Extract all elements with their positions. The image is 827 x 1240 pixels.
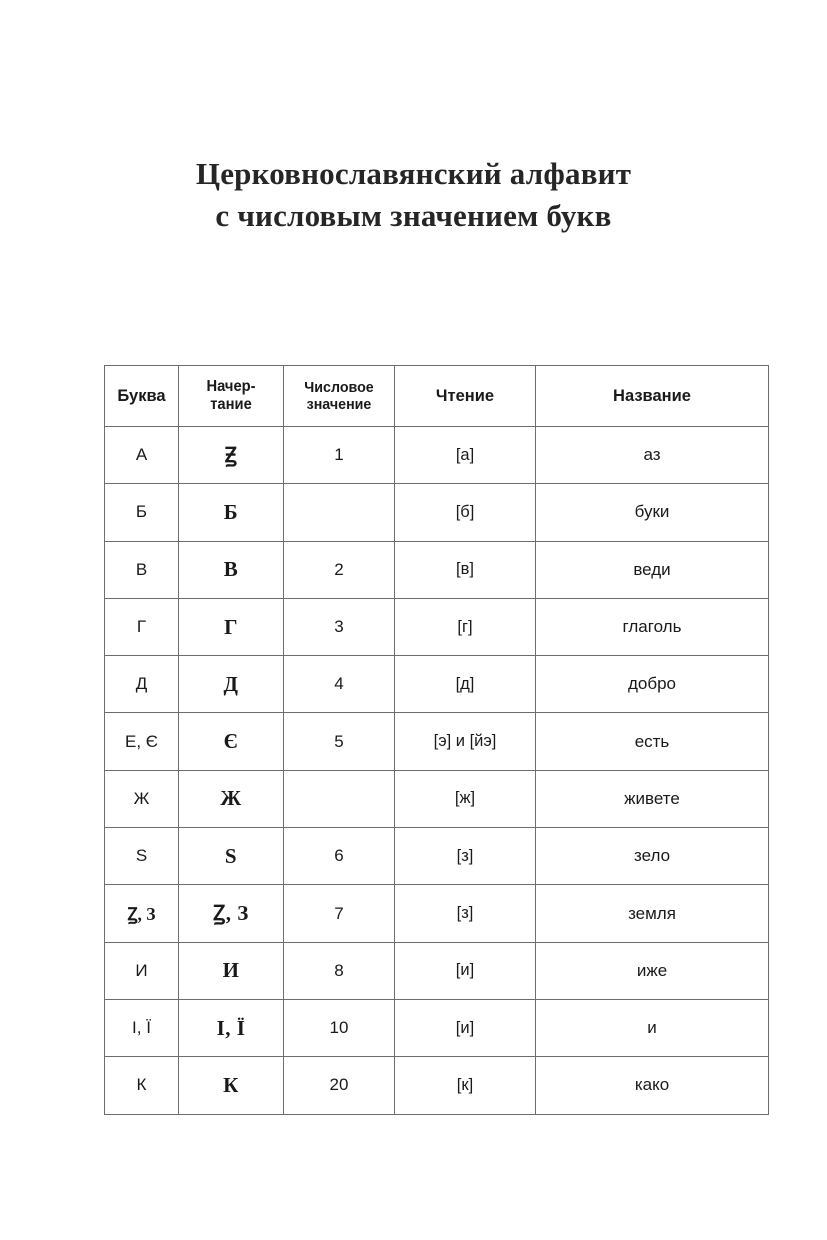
cell-name: како bbox=[536, 1057, 769, 1114]
cell-name: зело bbox=[536, 828, 769, 885]
cell-reading: [ж] bbox=[395, 770, 536, 827]
column-header-number-line-2: значение bbox=[306, 396, 372, 413]
column-header-name: Название bbox=[536, 366, 769, 427]
cell-glyph bbox=[179, 828, 284, 885]
cell-glyph bbox=[179, 1057, 284, 1114]
cell-name: буки bbox=[536, 484, 769, 541]
cell-reading: [г] bbox=[395, 598, 536, 655]
slavonic-glyph: Д bbox=[223, 671, 239, 696]
alphabet-table-container bbox=[104, 365, 768, 1115]
column-header-glyph-line-2: тание bbox=[210, 396, 252, 413]
cell-number bbox=[284, 770, 395, 827]
cell-name: иже bbox=[536, 942, 769, 999]
cell-glyph bbox=[179, 656, 284, 713]
cell-glyph bbox=[179, 598, 284, 655]
cell-number: 4 bbox=[284, 656, 395, 713]
alphabet-table bbox=[104, 365, 769, 1115]
cell-letter: В bbox=[105, 541, 179, 598]
cell-letter: Ж bbox=[105, 770, 179, 827]
cell-number: 2 bbox=[284, 541, 395, 598]
table-header-row bbox=[105, 366, 769, 427]
table-row bbox=[105, 885, 769, 942]
column-header-glyph-line-1: Начер- bbox=[206, 378, 256, 395]
table-row bbox=[105, 656, 769, 713]
cell-reading: [э] и [йэ] bbox=[395, 713, 536, 770]
cell-reading: [в] bbox=[395, 541, 536, 598]
cell-glyph bbox=[179, 999, 284, 1056]
cell-name: добро bbox=[536, 656, 769, 713]
cell-letter: Е, Є bbox=[105, 713, 179, 770]
cell-letter: Ѕ bbox=[105, 828, 179, 885]
cell-number: 3 bbox=[284, 598, 395, 655]
cell-letter: Ꙁ, З bbox=[105, 885, 179, 942]
table-row bbox=[105, 598, 769, 655]
cell-glyph bbox=[179, 427, 284, 484]
cell-name: живете bbox=[536, 770, 769, 827]
column-header-number-line-1: Числовое bbox=[304, 378, 374, 396]
table-row bbox=[105, 713, 769, 770]
cell-glyph bbox=[179, 541, 284, 598]
page-title-line-1: Церковнославянский алфавит bbox=[195, 156, 632, 191]
slavonic-glyph: В bbox=[223, 557, 239, 582]
slavonic-glyph: И bbox=[222, 958, 240, 983]
column-header-number bbox=[284, 366, 395, 427]
cell-reading: [к] bbox=[395, 1057, 536, 1114]
cell-name: аз bbox=[536, 427, 769, 484]
cell-reading: [и] bbox=[395, 999, 536, 1056]
cell-letter: А bbox=[105, 427, 179, 484]
slavonic-glyph: Г bbox=[224, 614, 238, 639]
slavonic-glyph: Ж bbox=[220, 786, 242, 811]
table-row bbox=[105, 541, 769, 598]
table-row bbox=[105, 770, 769, 827]
cell-reading: [з] bbox=[395, 828, 536, 885]
cell-reading: [а] bbox=[395, 427, 536, 484]
cell-number: 6 bbox=[284, 828, 395, 885]
cell-number: 10 bbox=[284, 999, 395, 1056]
cell-number: 8 bbox=[284, 942, 395, 999]
table-row bbox=[105, 999, 769, 1056]
table-row bbox=[105, 427, 769, 484]
table-row bbox=[105, 942, 769, 999]
cell-number: 1 bbox=[284, 427, 395, 484]
page-title-line-2: с числовым значением букв bbox=[215, 198, 612, 233]
cell-name: веди bbox=[536, 541, 769, 598]
cell-glyph bbox=[179, 885, 284, 942]
slavonic-glyph: І, Ї bbox=[216, 1015, 246, 1040]
slavonic-glyph: Ꙁ, З bbox=[213, 901, 249, 926]
cell-letter: К bbox=[105, 1057, 179, 1114]
cell-letter: И bbox=[105, 942, 179, 999]
cell-name: и bbox=[536, 999, 769, 1056]
cell-glyph bbox=[179, 484, 284, 541]
table-row bbox=[105, 484, 769, 541]
column-header-glyph bbox=[179, 366, 284, 427]
page-title bbox=[0, 153, 827, 237]
cell-glyph bbox=[179, 942, 284, 999]
cell-letter: Б bbox=[105, 484, 179, 541]
cell-letter: Д bbox=[105, 656, 179, 713]
cell-name: есть bbox=[536, 713, 769, 770]
slavonic-glyph: Ꙃ bbox=[224, 442, 238, 467]
cell-number: 7 bbox=[284, 885, 395, 942]
slavonic-glyph: Ѕ bbox=[224, 843, 238, 868]
slavonic-glyph: Б bbox=[223, 499, 239, 524]
table-body bbox=[105, 427, 769, 1115]
cell-letter: І, Ї bbox=[105, 999, 179, 1056]
cell-reading: [д] bbox=[395, 656, 536, 713]
table-header bbox=[105, 366, 769, 427]
cell-letter: Г bbox=[105, 598, 179, 655]
cell-reading: [б] bbox=[395, 484, 536, 541]
cell-glyph bbox=[179, 770, 284, 827]
column-header-letter: Буква bbox=[105, 366, 179, 427]
cell-name: земля bbox=[536, 885, 769, 942]
table-row bbox=[105, 1057, 769, 1114]
cell-number: 20 bbox=[284, 1057, 395, 1114]
slavonic-glyph: К bbox=[223, 1072, 239, 1097]
cell-reading: [и] bbox=[395, 942, 536, 999]
column-header-reading: Чтение bbox=[395, 366, 536, 427]
cell-number: 5 bbox=[284, 713, 395, 770]
cell-number bbox=[284, 484, 395, 541]
slavonic-glyph: Є bbox=[223, 729, 239, 754]
cell-name: глаголь bbox=[536, 598, 769, 655]
cell-reading: [з] bbox=[395, 885, 536, 942]
table-row bbox=[105, 828, 769, 885]
cell-glyph bbox=[179, 713, 284, 770]
